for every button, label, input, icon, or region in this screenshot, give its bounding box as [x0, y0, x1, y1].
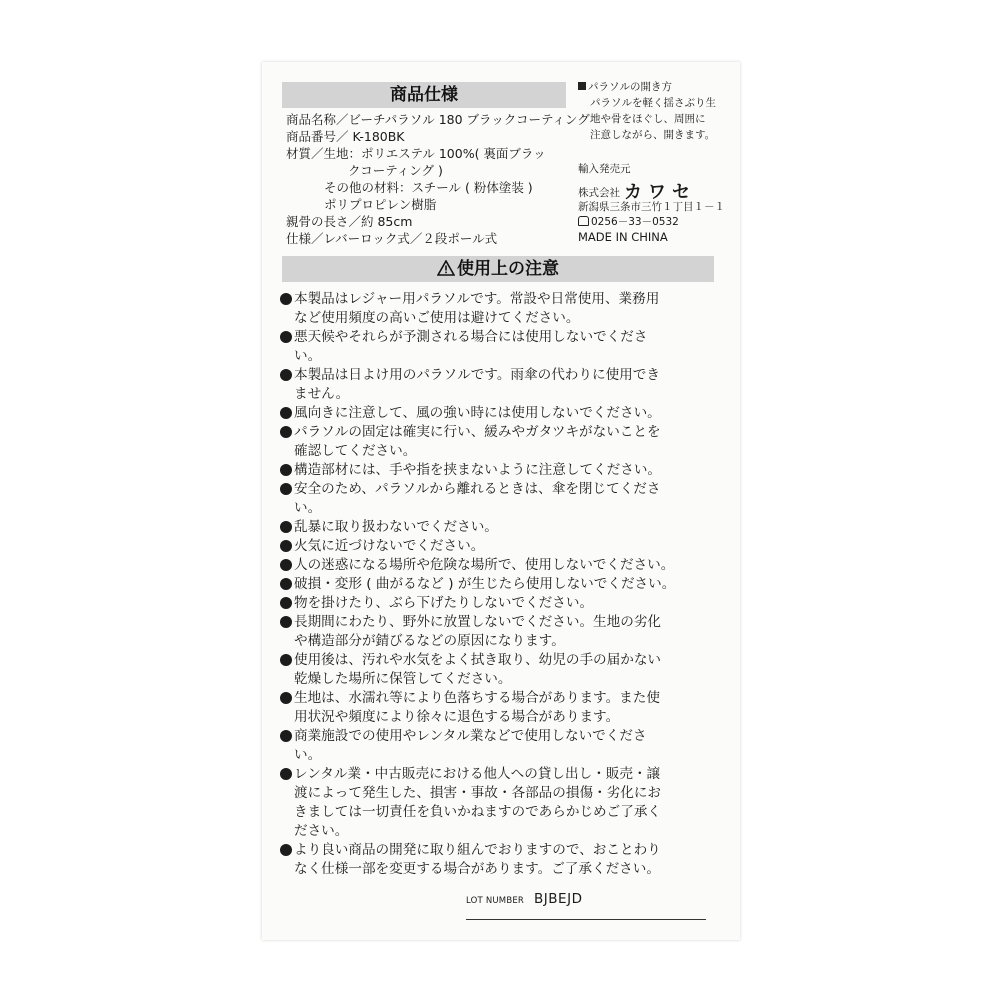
caution-list — [280, 290, 726, 879]
spec-row-number: 商品番号／ K-180BK — [286, 129, 405, 144]
spec-row-material: 材質／生地：ポリエステル 100%( 裏面ブラッ — [286, 146, 546, 161]
spec-row-name: 商品名称／ビーチパラソル 180 ブラックコーティング — [286, 112, 590, 127]
bullet-dot-icon — [280, 293, 292, 305]
opening-line-1: パラソルを軽く揺さぶり生 — [590, 97, 716, 109]
caution-item-line: 使用後は、汚れや水気をよく拭き取り、幼児の手の届かない — [294, 652, 662, 668]
caution-item-line: ません。 — [294, 386, 350, 402]
caution-item-line: い。 — [294, 348, 322, 364]
caution-item-line: い。 — [294, 500, 322, 516]
spec-header — [282, 82, 566, 108]
spec-row-other-material: その他の材料：スチール ( 粉体塗装 ) — [324, 180, 533, 195]
caution-item-line: より良い商品の開発に取り組んでおりますので、おことわり — [294, 842, 661, 858]
bullet-dot-icon — [280, 464, 292, 476]
opening-title: パラソルの開き方 — [578, 80, 672, 95]
caution-item-line: レンタル業・中古販売における他人への貸し出し・販売・譲 — [294, 766, 661, 782]
caution-item-line: 確認してください。 — [294, 443, 417, 459]
caution-item-line: 本製品は日よけ用のパラソルです。雨傘の代わりに使用でき — [294, 367, 660, 383]
caution-item-line: なく仕様一部を変更する場合があります。ご了承ください。 — [294, 861, 660, 877]
caution-item — [280, 651, 726, 689]
caution-item-line: など使用頻度の高いご使用は避けてください。 — [294, 310, 580, 326]
importer-tel-line — [578, 215, 679, 230]
caution-item-line: きましては一切責任を負いかねますのであらかじめご了承く — [294, 804, 662, 820]
bullet-dot-icon — [280, 559, 292, 571]
bullet-dot-icon — [280, 426, 292, 438]
spec-row-type: 仕様／レバーロック式／２段ポール式 — [286, 231, 498, 246]
caution-item-line: 構造部材には、手や指を挟まないように注意してください。 — [294, 462, 662, 478]
caution-item — [280, 575, 726, 594]
caution-item-line: 商業施設での使用やレンタル業などで使用しないでくださ — [294, 728, 647, 744]
caution-item — [280, 613, 726, 651]
caution-item-line: や構造部分が錆びるなどの原因になります。 — [294, 633, 565, 649]
importer-label: 輸入発売元 — [578, 163, 631, 175]
lot-number-value: BJBEJD — [534, 891, 583, 907]
bullet-dot-icon — [280, 331, 292, 343]
caution-item-line: ださい。 — [294, 823, 349, 839]
importer-tel: 0256－33－0532 — [591, 216, 679, 228]
caution-item — [280, 423, 726, 461]
bullet-dot-icon — [280, 578, 292, 590]
bullet-dot-icon — [280, 730, 292, 742]
spec-row-rib-length: 親骨の長さ／約 85cm — [286, 214, 413, 229]
caution-item — [280, 765, 726, 841]
caution-item-line: 物を掛けたり、ぶら下げたりしないでください。 — [294, 595, 594, 611]
caution-item-line: パラソルの固定は確実に行い、緩みやガタツキがないことを — [294, 424, 661, 440]
spec-title: 商品仕様 — [390, 85, 458, 105]
bullet-dot-icon — [280, 540, 292, 552]
caution-item — [280, 404, 726, 423]
caution-item — [280, 841, 726, 879]
origin-text: MADE IN CHINA — [578, 230, 668, 244]
spec-row-material-cont: クコーティング ) — [348, 163, 443, 178]
bullet-dot-icon — [280, 844, 292, 856]
bullet-dot-icon — [280, 654, 292, 666]
spec-row-other-material-cont: ポリプロピレン樹脂 — [324, 197, 437, 212]
caution-item-line: 渡によって発生した、損害・事故・各部品の損傷・劣化にお — [294, 785, 662, 801]
instruction-card — [262, 62, 740, 940]
caution-item-line: 乱暴に取り扱わないでください。 — [294, 519, 498, 535]
caution-item — [280, 328, 726, 366]
caution-item-line: 用状況や頻度により徐々に退色する場合があります。 — [294, 709, 620, 725]
bullet-dot-icon — [280, 521, 292, 533]
caution-item — [280, 594, 726, 613]
caution-item-line: 破損・変形 ( 曲がるなど ) が生じたら使用しないでください。 — [294, 576, 676, 592]
caution-item — [280, 537, 726, 556]
caution-item — [280, 366, 726, 404]
caution-item — [280, 689, 726, 727]
caution-item-line: 安全のため、パラソルから離れるときは、傘を閉じてくださ — [294, 481, 661, 497]
caution-item — [280, 556, 726, 575]
caution-item-line: い。 — [294, 747, 322, 763]
bullet-dot-icon — [280, 692, 292, 704]
caution-item-line: 本製品はレジャー用パラソルです。常設や日常使用、業務用 — [294, 291, 660, 307]
company-logo-text: カワセ — [624, 182, 696, 203]
bullet-dot-icon — [280, 407, 292, 419]
caution-item-line: 人の迷惑になる場所や危険な場所で、使用しないでください。 — [294, 557, 675, 573]
caution-item — [280, 461, 726, 480]
caution-item-line: 風向きに注意して、風の強い時には使用しないでください。 — [294, 405, 661, 421]
telephone-icon — [578, 216, 589, 226]
lot-number-underline — [466, 919, 706, 920]
warning-triangle-icon — [437, 260, 455, 276]
bullet-dot-icon — [280, 483, 292, 495]
caution-item-line: 乾燥した場所に保管してください。 — [294, 671, 512, 687]
caution-item — [280, 727, 726, 765]
caution-item — [280, 290, 726, 328]
bullet-dot-icon — [280, 768, 292, 780]
lot-number-label: LOT NUMBER — [466, 896, 525, 906]
caution-item-line: 悪天候やそれらが予測される場合には使用しないでくださ — [294, 329, 648, 345]
bullet-dot-icon — [280, 369, 292, 381]
caution-item-line: 長期間にわたり、野外に放置しないでください。生地の劣化 — [294, 614, 662, 630]
caution-item — [280, 480, 726, 518]
caution-header — [282, 256, 714, 282]
lot-number-block — [466, 888, 582, 907]
bullet-dot-icon — [280, 616, 292, 628]
bullet-dot-icon — [280, 597, 292, 609]
caution-item-line: 生地は、水濡れ等により色落ちする場合があります。また使 — [294, 690, 660, 706]
caution-item-line: 火気に近づけないでください。 — [294, 538, 485, 554]
caution-title: 使用上の注意 — [457, 259, 559, 279]
caution-item — [280, 518, 726, 537]
company-prefix: 株式会社 — [578, 187, 620, 199]
importer-address: 新潟県三条市三竹１丁目１－１ — [578, 201, 725, 213]
opening-line-2: 地や骨をほぐし、周囲に — [590, 113, 706, 125]
opening-line-3: 注意しながら、開きます。 — [590, 129, 716, 141]
